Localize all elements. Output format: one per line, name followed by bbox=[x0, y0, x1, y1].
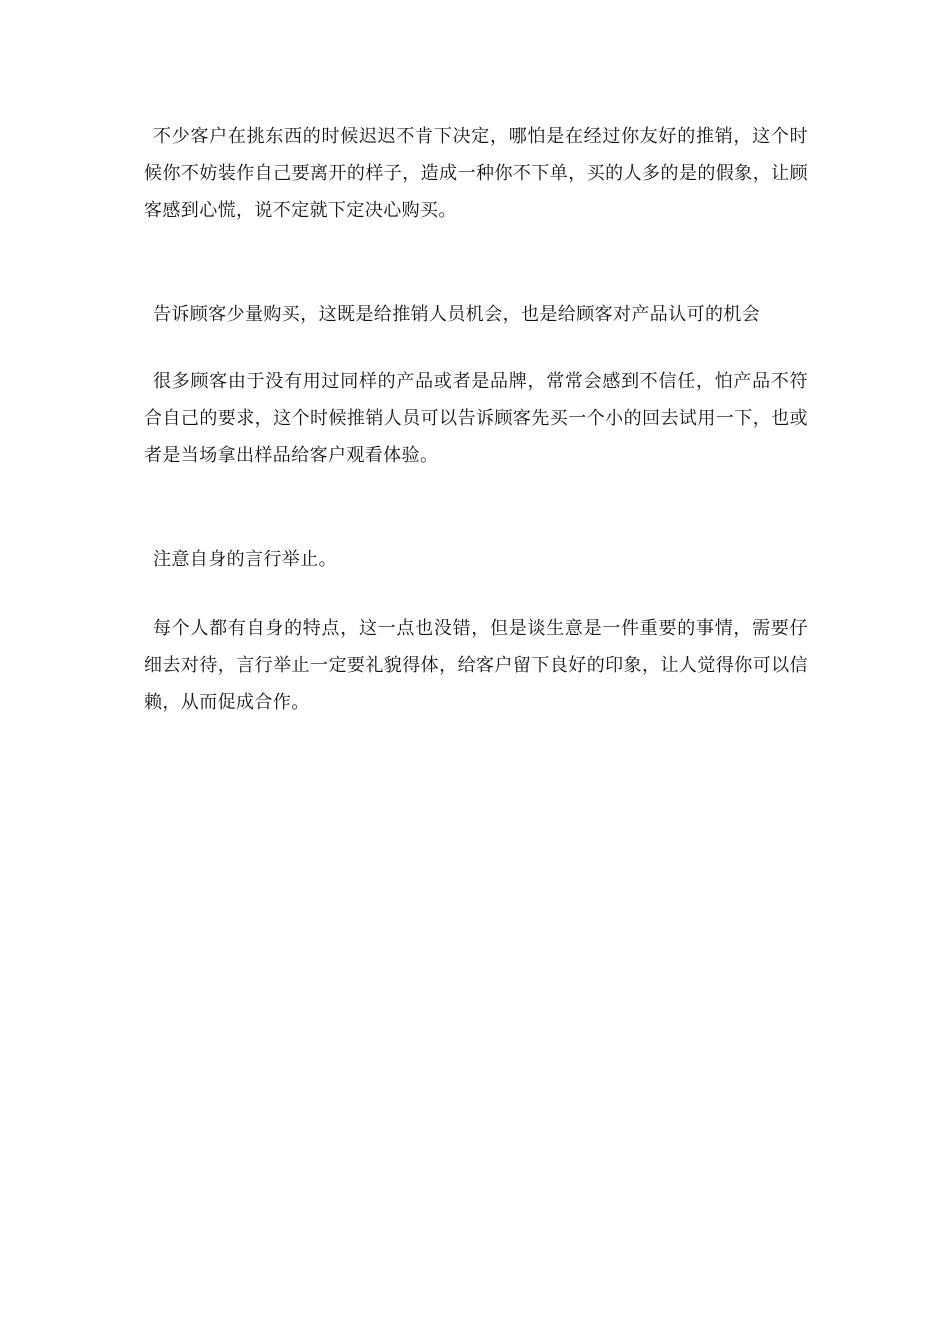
heading-conduct: 注意自身的言行举止。 bbox=[153, 549, 337, 570]
paragraph-hesitant-customers: 不少客户在挑东西的时候迟迟不肯下决定，哪怕是在经过你友好的推销，这个时候你不妨装作自己要离开的样子，造成一种你不下单，买的人多的是的假象，让顾客感到心慌，说不定就下定决心购买。 bbox=[144, 126, 808, 221]
paragraph-conduct: 每个人都有自身的特点，这一点也没错，但是谈生意是一件重要的事情，需要仔细去对待，言行举止一定要礼貌得体，给客户留下良好的印象，让人觉得你可以信赖，从而促成合作。 bbox=[144, 618, 808, 713]
paragraph-trial-purchase: 很多顾客由于没有用过同样的产品或者是品牌，常常会感到不信任，怕产品不符合自己的要求，这个时候推销人员可以告诉顾客先买一个小的回去试用一下，也或者是当场拿出样品给客户观看体验。 bbox=[144, 371, 808, 466]
heading-small-purchase: 告诉顾客少量购买，这既是给推销人员机会，也是给顾客对产品认可的机会 bbox=[153, 304, 761, 325]
